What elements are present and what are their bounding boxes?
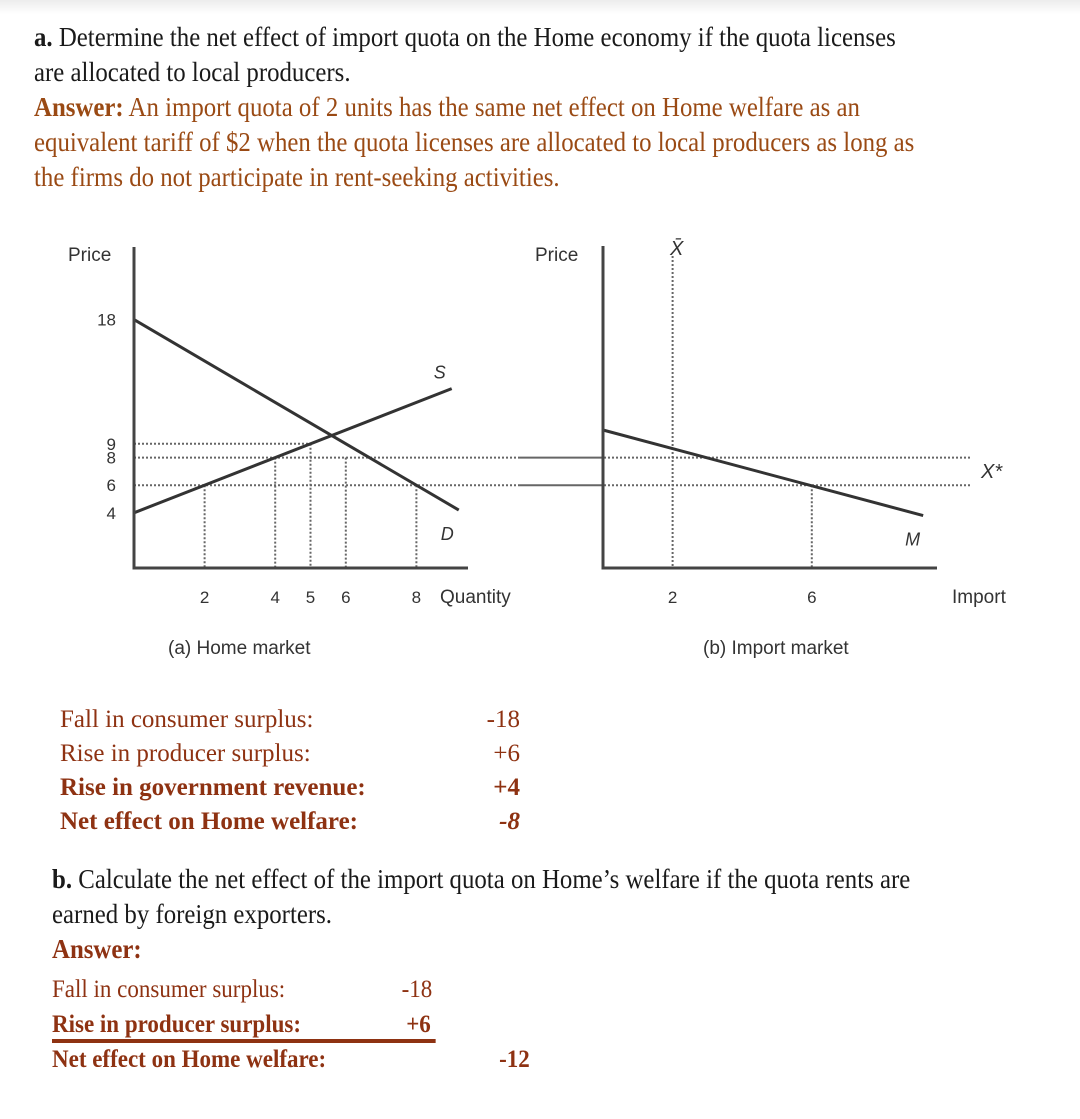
import-y-axis-label: Price [535, 245, 579, 266]
part-a-text [34, 20, 982, 195]
table-row [52, 1007, 436, 1042]
row-value: -18 [486, 706, 520, 733]
curve-label-m: M [905, 529, 921, 550]
import-x-axis-label: Import [952, 587, 1006, 608]
y-tick-label: 18 [97, 310, 116, 330]
home-x-axis-label: Quantity [440, 587, 511, 608]
part-a-question-text-1: Determine the net effect of import quota on the Home economy if the quota licenses [52, 22, 896, 52]
x-tick-label: 6 [341, 588, 351, 607]
part-b-question-line-1 [52, 862, 1000, 897]
part-a-prefix: a. [34, 22, 53, 52]
table-row [60, 737, 520, 771]
row-value: +6 [406, 1011, 431, 1038]
table-row [52, 972, 436, 1007]
import-market-chart [520, 237, 1007, 659]
part-b-text [52, 862, 1000, 967]
part-a-question-line-2: are allocated to local producers. [34, 57, 351, 87]
x-tick-label: 2 [199, 588, 210, 607]
curve-label-s: S [433, 362, 446, 383]
home-reference-lines [134, 444, 600, 568]
row-label: Rise in government revenue: [60, 774, 366, 801]
part-a-answer-text-1: An import quota of 2 units has the same net effect on Home welfare as an [123, 92, 860, 122]
row-label: Net effect on Home welfare: [52, 1046, 327, 1073]
row-label: Rise in producer surplus: [60, 740, 311, 767]
row-value: -18 [401, 976, 433, 1003]
x-tick-label: 2 [667, 588, 678, 607]
home-chart-title: (a) Home market [168, 638, 311, 659]
row-label: Fall in consumer surplus: [52, 976, 286, 1003]
part-a-answer-label: Answer: [34, 92, 124, 122]
part-b-question-text-1: Calculate the net effect of the import quota on Home’s welfare if the quota rents are [72, 864, 911, 894]
part-a-answer-line-3: the firms do not participate in rent-seeking activities. [34, 162, 560, 192]
part-b-prefix: b. [52, 864, 73, 894]
x-tick-label: 4 [270, 588, 280, 607]
quota-x-bar-label: X̄ [670, 238, 684, 260]
row-label: Rise in producer surplus: [52, 1011, 302, 1038]
world-supply-label: X* [981, 461, 1003, 483]
row-value: +4 [493, 774, 520, 801]
row-value: +6 [493, 740, 520, 767]
table-row [60, 771, 520, 805]
x-tick-label: 5 [305, 588, 316, 607]
home-curves [134, 320, 459, 544]
row-label: Fall in consumer surplus: [60, 706, 314, 733]
import-curves [603, 430, 923, 550]
top-shadow-band [0, 0, 1080, 14]
x-tick-label: 6 [807, 588, 817, 607]
table-row [52, 1042, 530, 1077]
part-a-welfare-table [60, 703, 520, 839]
table-row [60, 703, 520, 737]
charts-figure [0, 225, 1080, 675]
import-chart-title: (b) Import market [703, 638, 849, 659]
part-b-welfare-table [52, 972, 530, 1077]
part-b-answer-label: Answer: [52, 934, 142, 964]
home-y-axis-label: Price [68, 245, 112, 266]
row-label: Net effect on Home welfare: [60, 808, 358, 835]
part-a-answer-line-1 [34, 90, 982, 125]
x-tick-label: 8 [411, 588, 422, 607]
row-value: -12 [499, 1046, 530, 1073]
import-tick-labels [668, 588, 817, 607]
y-tick-label: 4 [106, 503, 116, 523]
row-value: -8 [499, 808, 520, 835]
home-market-chart [68, 245, 600, 659]
curve-d [134, 320, 459, 510]
curve-m [603, 430, 923, 516]
import-reference-lines [520, 256, 972, 568]
part-b-question-line-2: earned by foreign exporters. [52, 899, 333, 929]
part-a-answer-line-2: equivalent tariff of $2 when the quota licenses are allocated to local producers as long as [34, 127, 915, 157]
table-row [60, 805, 520, 839]
y-tick-label: 8 [106, 448, 116, 468]
y-tick-label: 9 [106, 434, 116, 454]
curve-s [134, 389, 452, 513]
part-a-question-line-1 [34, 20, 982, 55]
y-tick-label: 6 [106, 476, 116, 496]
curve-label-d: D [440, 524, 454, 545]
